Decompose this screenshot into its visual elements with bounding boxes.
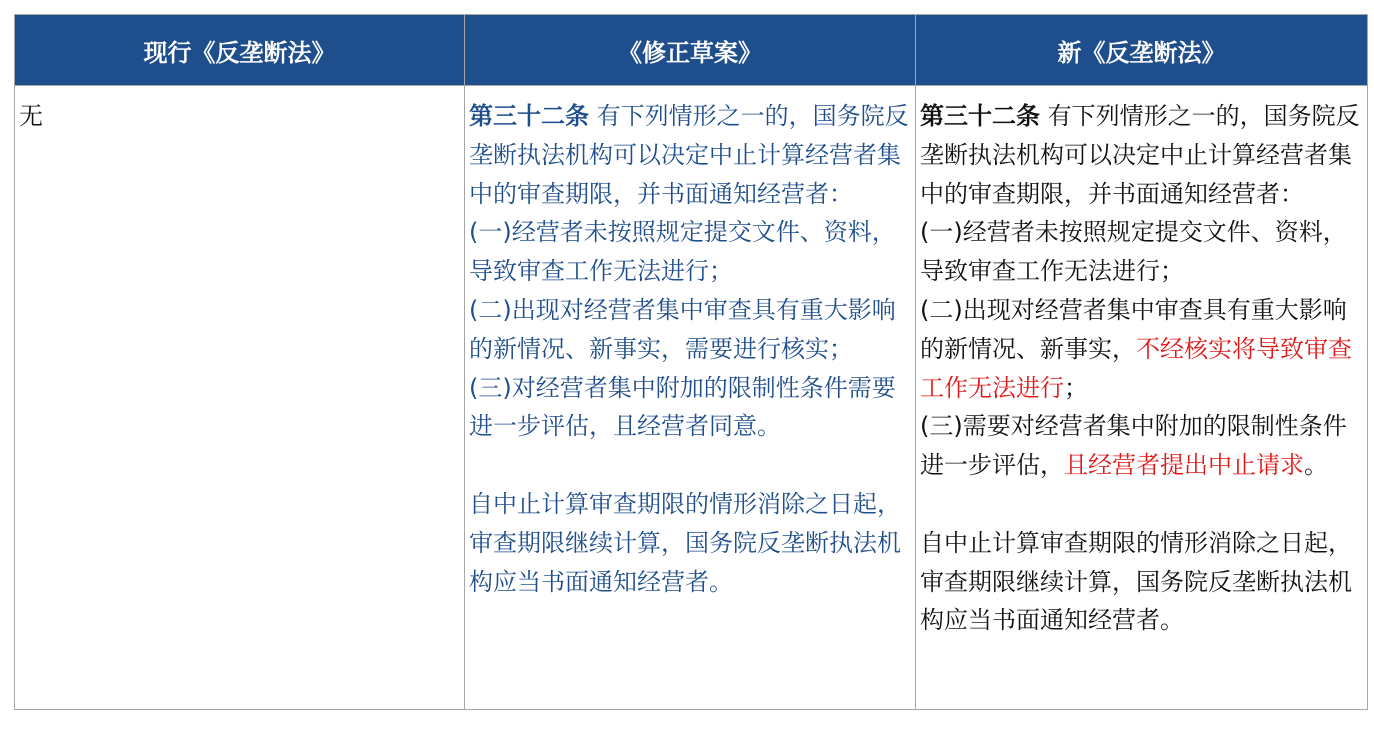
new-item-1: (一)经营者未按照规定提交文件、资料，导致审查工作无法进行； [920,218,1347,286]
new-item-3-suffix: 。 [1304,451,1328,480]
draft-article-intro-text: 有下列情形之一的，国务院反垄断执法机构可以决定中止计算经营者集中的审查期限，并书面通知经营者： [469,102,909,208]
new-article-intro [920,97,1363,213]
draft-item-2: (二)出现对经营者集中审查具有重大影响的新情况、新事实，需要进行核实； [469,295,896,363]
header-new-law: 新《反垄断法》 [916,15,1368,86]
new-item-2-prefix: (二)出现对经营者集中审查具有重大影响的新情况、新事实， [920,295,1347,363]
draft-article-label: 第三十二条 [469,102,589,130]
new-item-2 [920,291,1363,407]
current-law-text: 无 [19,102,43,130]
cell-current-law [15,86,465,710]
draft-closing: 自中止计算审查期限的情形消除之日起，审查期限继续计算，国务院反垄断执法机构应当书面通知经营者。 [469,489,901,596]
new-item-2-changed: 不经核实将导致审查工作无法进行 [920,334,1352,402]
draft-item-3: (三)对经营者集中附加的限制性条件需要进一步评估，且经营者同意。 [469,373,896,441]
paragraph-gap [920,485,1363,524]
paragraph-gap [469,446,911,485]
new-article-intro-text: 有下列情形之一的，国务院反垄断执法机构可以决定中止计算经营者集中的审查期限，并书面通知经营者： [920,102,1360,208]
new-item-3-changed: 且经营者提出中止请求 [1064,451,1304,480]
article-row [15,86,1368,710]
new-item-3-prefix: (三)需要对经营者集中附加的限制性条件进一步评估， [920,412,1347,480]
header-row [15,15,1368,86]
draft-item-1: (一)经营者未按照规定提交文件、资料，导致审查工作无法进行； [469,218,896,286]
header-draft-amendment: 《修正草案》 [465,15,916,86]
draft-article-intro [469,97,911,213]
new-item-3 [920,407,1363,485]
cell-draft-amendment [465,86,916,710]
comparison-table [14,14,1368,710]
header-current-law: 现行《反垄断法》 [15,15,465,86]
new-closing: 自中止计算审查期限的情形消除之日起，审查期限继续计算，国务院反垄断执法机构应当书面通知经营者。 [920,528,1352,635]
new-article-label: 第三十二条 [920,102,1040,130]
cell-new-law [916,86,1368,710]
new-item-2-suffix: ； [1064,373,1088,402]
